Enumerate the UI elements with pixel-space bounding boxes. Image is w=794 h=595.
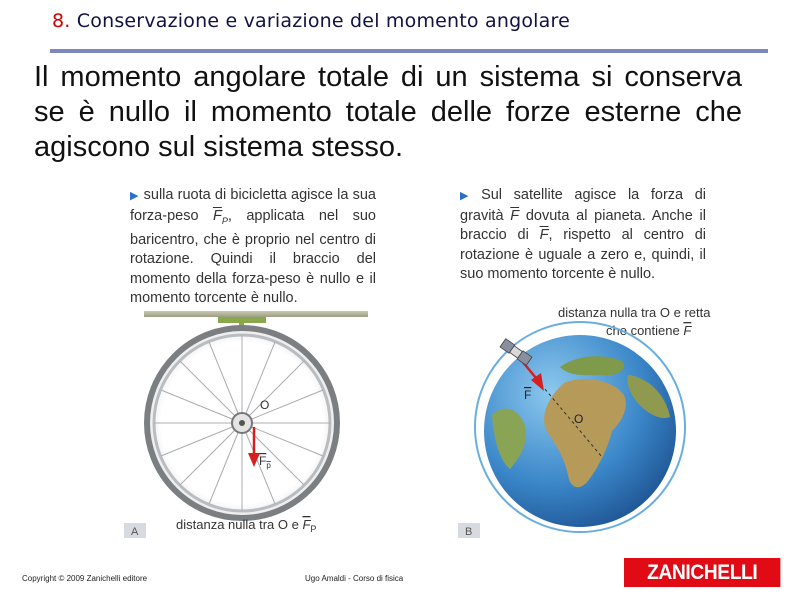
footer-course: Ugo Amaldi - Corso di fisica [305, 574, 404, 583]
zero-distance-label-a: distanza nulla tra O e $F_P$ [176, 517, 317, 534]
figure-a-caption-part2: , applicata nel suo baricentro, che è proprio nel centro di rotazione. Quindi il braccio del momento della forza-peso è nullo e il momento torcente è nullo. [130, 207, 376, 307]
body-text-emphasis: esterne [584, 96, 682, 128]
figure-b-caption-part1: Sul satellite agisce la forza di gravità [460, 187, 706, 224]
panel-label-a: A [131, 526, 139, 538]
slide-title-text: Conservazione e variazione del momento angolare [76, 10, 570, 32]
top-label-line1: distanza nulla tra O e retta [558, 305, 711, 320]
caption-arrow-icon: ▶ [460, 190, 477, 202]
body-text-part1: Il momento angolare totale di un sistema si conserva se è nullo il momento totale delle forze [34, 61, 742, 128]
bicycle-wheel-figure [118, 305, 380, 540]
slide-title-number: 8. [52, 10, 71, 32]
footer-copyright: Copyright © 2009 Zanichelli editore [22, 574, 148, 583]
ceiling-bar [144, 311, 368, 317]
figure-a-caption [130, 186, 376, 309]
earth-satellite-figure [452, 305, 714, 540]
figure-a-caption-vector-sub: P [221, 215, 228, 226]
figure-b-caption [460, 186, 706, 285]
center-label-o: O [260, 398, 270, 412]
title-divider [50, 49, 768, 53]
figure-b-caption-vector-2: $\overline{F}$ [539, 227, 549, 243]
body-paragraph [34, 60, 742, 165]
figure-b-caption-part3: , rispetto al centro di rotazione è uguale a zero e, quindi, il suo momento torcente è nullo. [460, 227, 706, 282]
figure-a-caption-part1: sulla ruota di bicicletta agisce la sua forza-peso [130, 187, 376, 224]
panel-label-b: B [465, 526, 473, 538]
publisher-logo: ZANICHELLI [624, 558, 780, 587]
body-text-part2: che agiscono sul sistema stesso. [34, 96, 742, 163]
figure-b-caption-vector: $\overline{F}$ [510, 207, 520, 224]
top-label-line2: che contiene F [606, 323, 692, 338]
earth-center-label-o: O [574, 412, 584, 426]
weight-force-label: $F_p$ [259, 454, 271, 470]
slide-title [52, 10, 570, 32]
caption-arrow-icon: ▶ [130, 190, 139, 202]
figure-b-caption-part2: dovuta al pianeta. Anche il braccio di [460, 207, 706, 243]
gravity-force-label: F [524, 388, 532, 402]
figure-a-caption-vector: $\overline{F}$ [212, 207, 222, 224]
hub-center [239, 420, 245, 426]
mount-plate [218, 317, 266, 323]
